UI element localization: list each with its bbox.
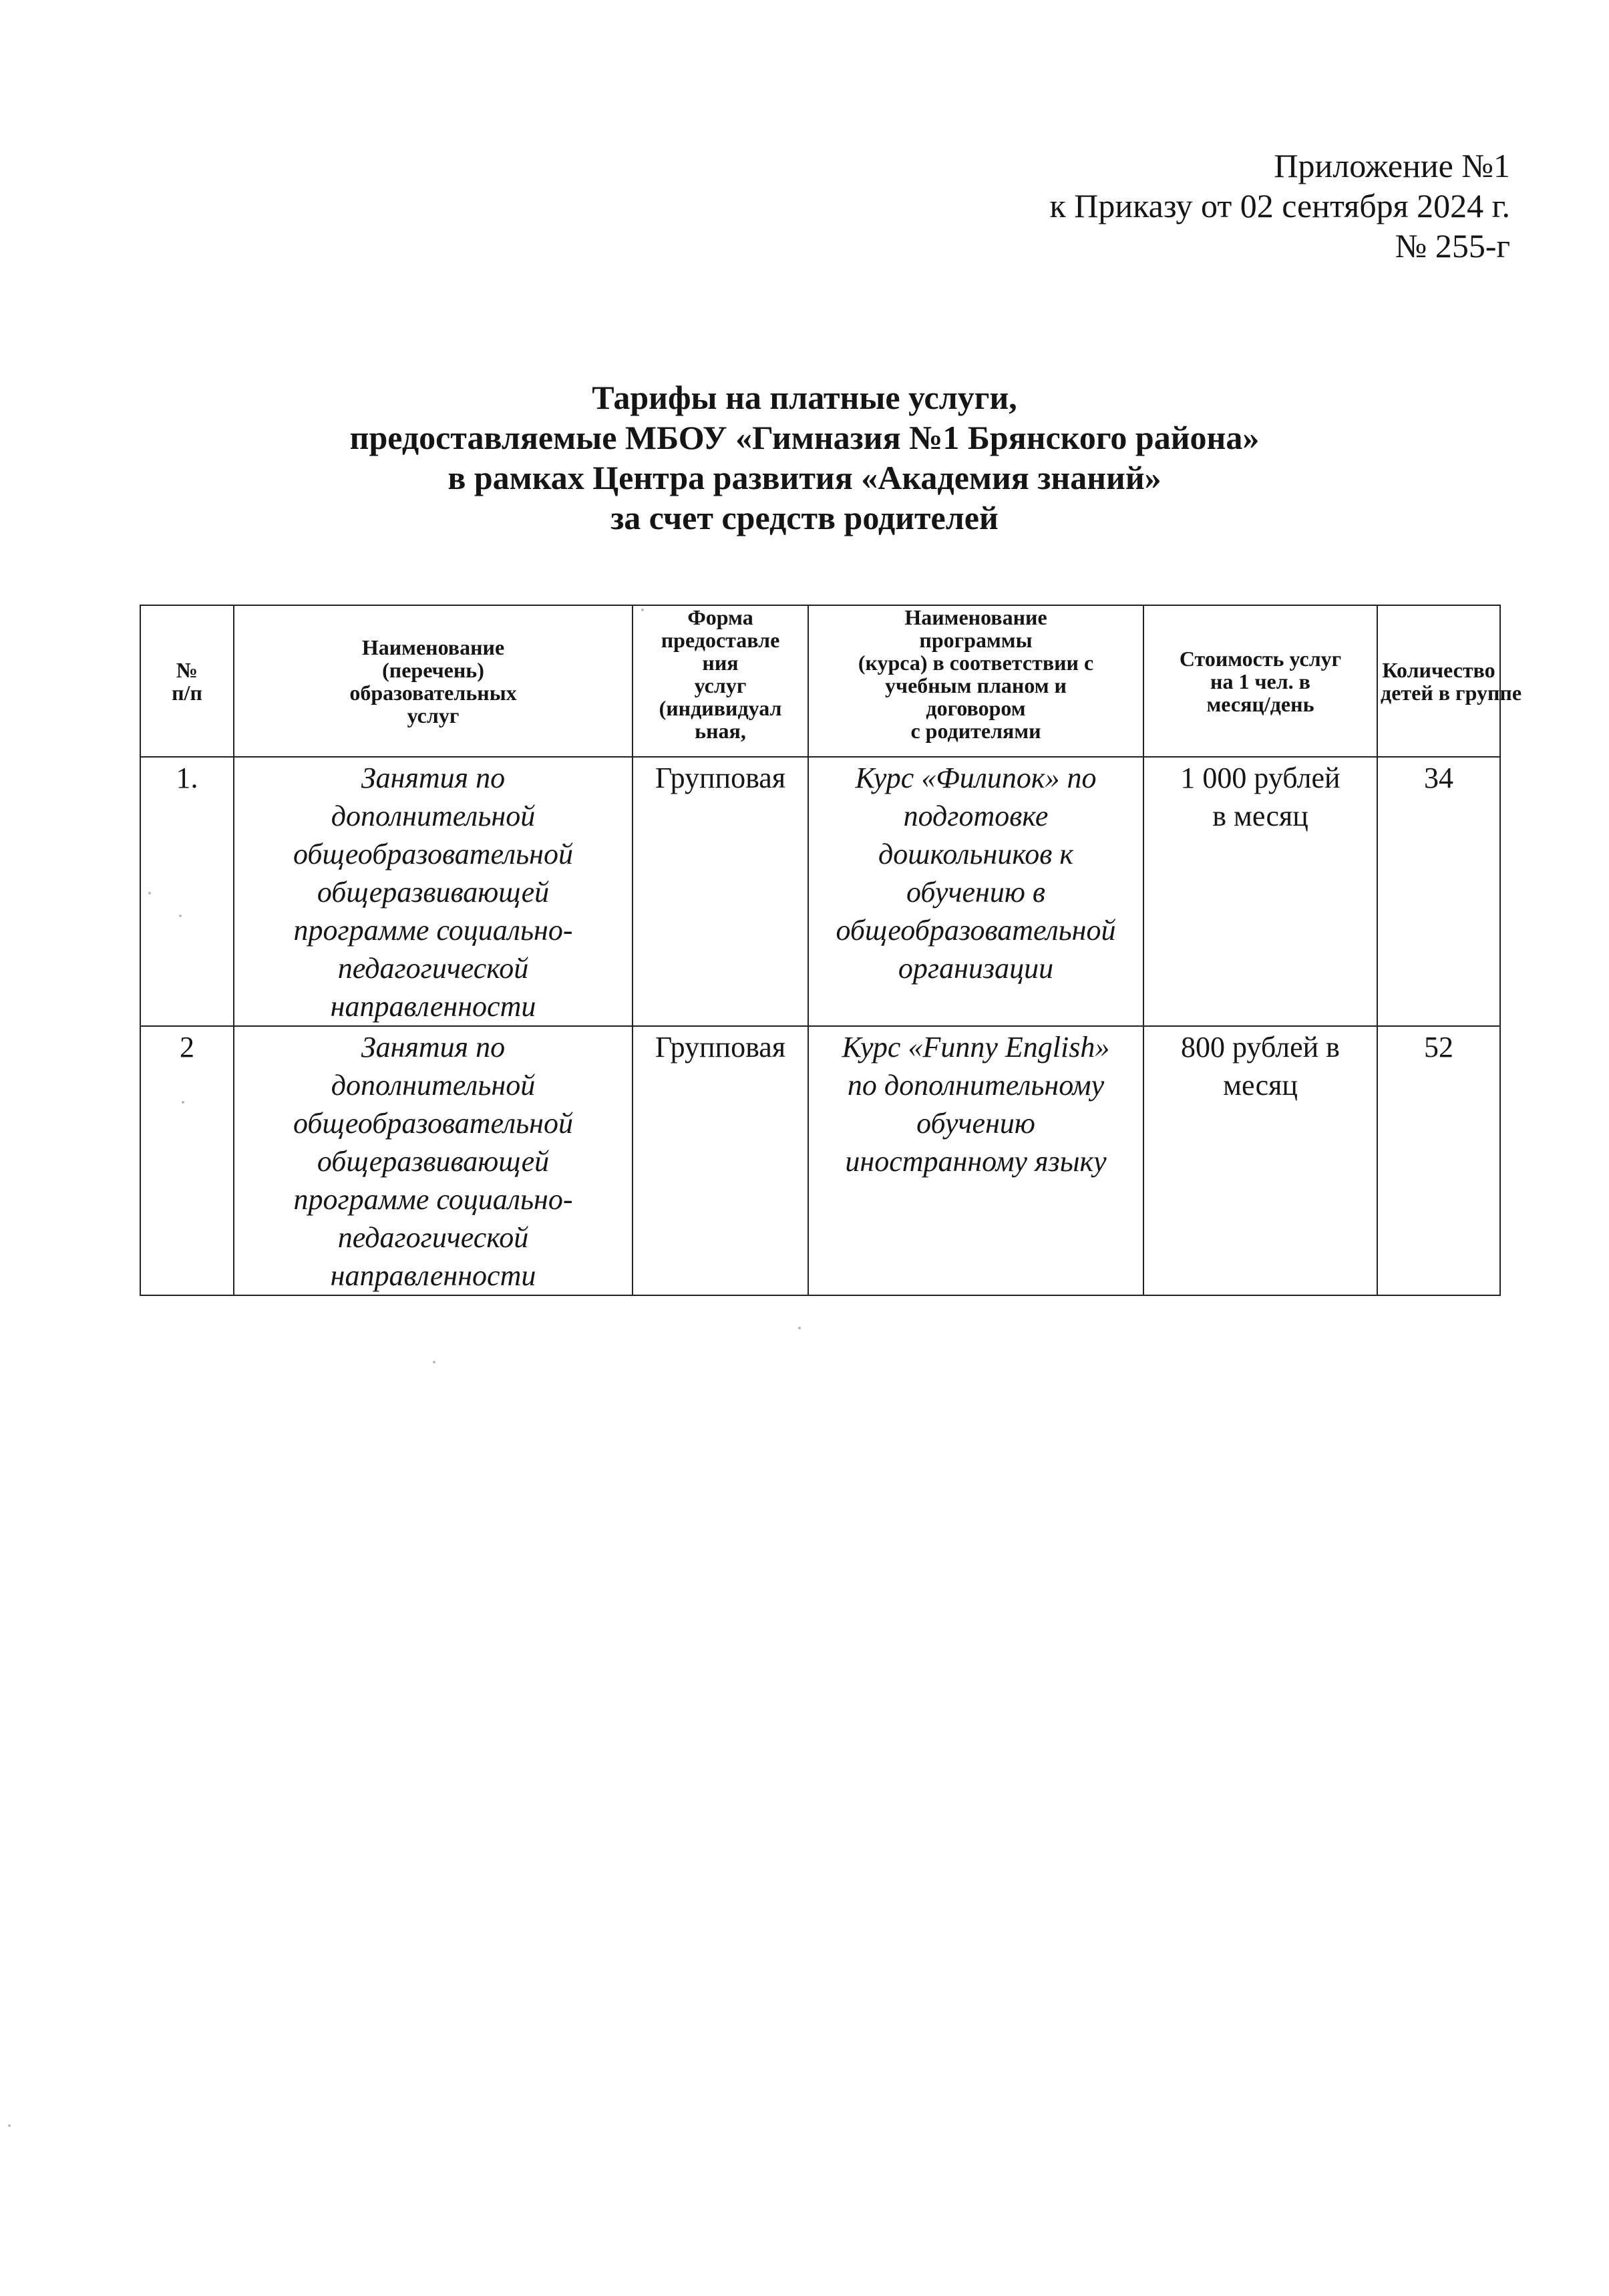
appendix-reference: [1049, 146, 1510, 266]
header-service-text: Наименование (перечень) образовательных услуг: [349, 635, 517, 727]
service-form: Групповая: [633, 1026, 808, 1295]
row-number: 1.: [140, 757, 234, 1026]
title-line: за счет средств родителей: [610, 499, 999, 536]
service-name: Занятия по дополнительной общеобразовательной общеразвивающей программе социально- педагогической направленности: [234, 757, 633, 1026]
header-kids: [1377, 605, 1522, 757]
table-row: [140, 757, 1500, 1026]
order-number: № 255-г: [1395, 227, 1510, 265]
service-name: Занятия по дополнительной общеобразовательной общеразвивающей программе социально- педагогической направленности: [234, 1026, 633, 1295]
scan-speck: [8, 2124, 11, 2127]
header-cost: [1143, 605, 1377, 757]
header-kids-text: Количество детей в группе: [1381, 657, 1522, 705]
group-size: 52: [1377, 1026, 1500, 1295]
title-line: Тарифы на платные услуги,: [592, 379, 1017, 416]
title-line: предоставляемые МБОУ «Гимназия №1 Брянского района»: [349, 419, 1260, 456]
header-num: [140, 605, 234, 757]
scan-speck: [798, 1327, 801, 1329]
program-name: Курс «Филипок» по подготовке дошкольников к обучению в общеобразовательной организации: [808, 757, 1143, 1026]
service-form: Групповая: [633, 757, 808, 1026]
tariffs-table: [140, 605, 1522, 1296]
row-number: 2: [140, 1026, 234, 1295]
order-date: к Приказу от 02 сентября 2024 г.: [1049, 187, 1510, 224]
table-header-row: [140, 605, 1500, 757]
scan-speck: [433, 1361, 435, 1363]
table-row: [140, 1026, 1500, 1295]
header-form-text: Форма предоставле ния услуг (индивидуал ьная,: [659, 605, 782, 743]
program-name: Курс «Funny English» по дополнительному обучению иностранному языку: [808, 1026, 1143, 1295]
service-cost: 1 000 рублей в месяц: [1143, 757, 1377, 1026]
header-form: [633, 605, 808, 757]
header-num-text: № п/п: [172, 657, 202, 705]
header-cost-text: Стоимость услуг на 1 чел. в месяц/день: [1179, 646, 1342, 716]
document-title: [0, 377, 1609, 538]
group-size: 34: [1377, 757, 1500, 1026]
header-program: [808, 605, 1143, 757]
header-program-text: Наименование программы (курса) в соответствии с учебным планом и договором с родителями: [858, 605, 1094, 743]
service-cost: 800 рублей в месяц: [1143, 1026, 1377, 1295]
appendix-label: Приложение №1: [1274, 147, 1510, 184]
header-service: [234, 605, 633, 757]
title-line: в рамках Центра развития «Академия знаний»: [448, 459, 1161, 496]
